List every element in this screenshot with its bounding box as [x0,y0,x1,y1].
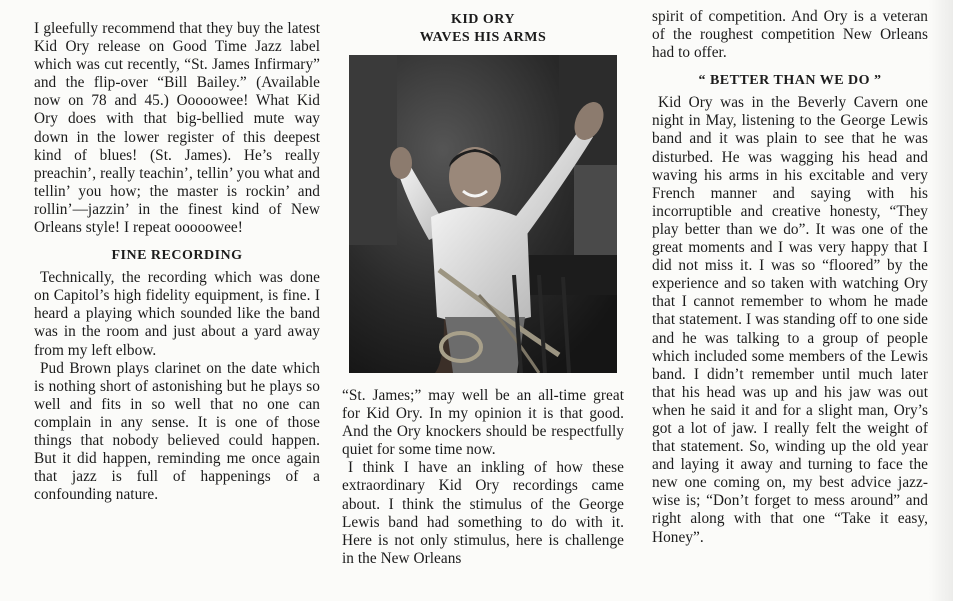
right-column [652,8,928,547]
article-paragraph: “St. James;” may well be an all-time great for Kid Ory. In my opinion it is that good. And the Ory knockers should be respectfully quiet for some time now. [342,387,624,459]
article-paragraph: Technically, the recording which was done on Capitol’s high fidelity equipment, is fine. I heard a playing which sounded like the band was in the room and just about a yard away from my left elbow. [34,269,320,359]
middle-column [342,8,624,568]
section-heading-fine-recording: FINE RECORDING [111,248,243,264]
section-heading-better-than-we-do: “ BETTER THAN WE DO ” [698,73,882,89]
article-paragraph: Kid Ory was in the Beverly Cavern one night in May, listening to the George Lewis band and it was plain to see that he was disturbed. He was wagging his head and waving his arms in his excitable and very French manner and saying with his incorruptible and creative honesty, “They play better than we do”. It was one of the great moments and I was very happy that I did not miss it. I was so “floored” by the experience and so taken with watching Ory that I cannot remember to whom he made that statement. I was standing off to one side and he was talking to a group of people which included some members of the Lewis band. I didn’t remember until much later that his head was up and his jaw was out when he said it and for a slight man, Ory’s got a lot of jaw. I really felt the weight of that statement. So, winding up the old year and laying it away and turning to face the new one coming on, my best advice jazz-wise is; “Don’t forget to mess around” and right along with that one “Take it easy, Honey”. [652,94,928,546]
article-paragraph: I gleefully recommend that they buy the latest Kid Ory release on Good Time Jazz label which was cut recently, “St. James Infirmary” and the flip-over “Bill Bailey.” (Available now on 78 and 45.) Ooooowee! What Kid Ory does with that big-bellied mute way down in the lower register of this deepest kind of blues! (St. James). He’s really preachin’, really teachin’, tellin’ you what and tellin’ you how; the master is rockin’ and rollin’—jazzin’ in the finest kind of New Orleans style! I repeat ooooowee! [34,20,320,237]
left-column [34,8,320,504]
page-edge-shadow [929,0,953,601]
photo-illustration [349,55,617,373]
article-paragraph: Pud Brown plays clarinet on the date which is nothing short of astonishing but he plays so well and fits in so well that no one can complain in any sense. It is one of those things that nobody believed could happen. But it did happen, reminding me once again that jazz is full of happenings of a confounding nature. [34,359,320,504]
kid-ory-photo [349,55,617,373]
article-title-line-1: KID ORY [450,12,516,27]
article-title-line-2: WAVES HIS ARMS [419,30,547,45]
article-paragraph: spirit of competition. And Ory is a veteran of the roughest competition New Orleans had to offer. [652,8,928,62]
article-paragraph: I think I have an inkling of how these extraordinary Kid Ory recordings came about. I think the stimulus of the George Lewis band had something to do with it. Here is not only stimulus, here is challenge in the New Orleans [342,459,624,567]
